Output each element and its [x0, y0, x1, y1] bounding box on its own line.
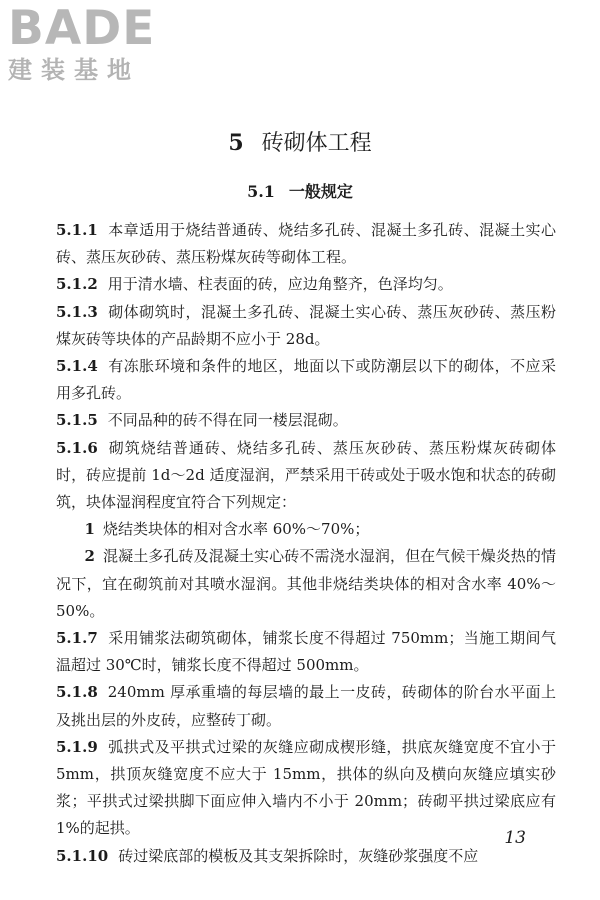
clause-5-1-6: [56, 435, 556, 517]
clause-text: 240mm 厚承重墙的每层墙的最上一皮砖，砖砌体的阶台水平面上及挑出层的外皮砖，应整砖丁砌。: [56, 683, 556, 729]
section-title: [0, 180, 600, 204]
clause-text: 砖过梁底部的模板及其支架拆除时，灰缝砂浆强度不应: [118, 846, 479, 865]
body-text: [56, 217, 556, 870]
item-number: 1: [84, 520, 95, 539]
clause-text: 采用铺浆法砌筑砌体，铺浆长度不得超过 750mm；当施工期间气温超过 30℃时，铺浆长度不得超过 500mm。: [56, 629, 556, 675]
chapter-title: [0, 128, 600, 159]
section-title-text: 一般规定: [288, 182, 353, 201]
logo: [8, 1, 178, 88]
clause-number: 5.1.7: [56, 629, 98, 648]
clause-5-1-1: [56, 217, 556, 271]
clause-5-1-6-item-1: [56, 516, 556, 543]
clause-5-1-6-item-2: [56, 543, 556, 625]
clause-number: 5.1.4: [56, 357, 98, 376]
chapter-title-text: 砖砌体工程: [261, 131, 372, 156]
clause-text: 用于清水墙、柱表面的砖，应边角整齐，色泽均匀。: [107, 275, 453, 294]
clause-number: 5.1.9: [56, 737, 98, 756]
logo-tagline: 建装基地: [8, 56, 140, 84]
clause-text: 本章适用于烧结普通砖、烧结多孔砖、混凝土多孔砖、混凝土实心砖、蒸压灰砂砖、蒸压粉煤灰砖等砌体工程。: [56, 221, 556, 267]
clause-number: 5.1.6: [56, 438, 98, 457]
clause-5-1-2: [56, 271, 556, 298]
clause-text: 砌体砌筑时，混凝土多孔砖、混凝土实心砖、蒸压灰砂砖、蒸压粉煤灰砖等块体的产品龄期不应小于 28d。: [56, 302, 556, 348]
clause-text: 砌筑烧结普通砖、烧结多孔砖、蒸压灰砂砖、蒸压粉煤灰砖砌体时，砖应提前 1d～2d 适度湿润，严禁采用干砖或处于吸水饱和状态的砖砌筑，块体湿润程度宜符合下列规定：: [56, 438, 556, 512]
clause-number: 5.1.10: [56, 846, 109, 865]
item-number: 2: [84, 547, 95, 566]
section-number: 5.1: [247, 182, 275, 201]
item-text: 烧结类块体的相对含水率 60%～70%；: [102, 520, 370, 539]
clause-5-1-3: [56, 299, 556, 353]
clause-number: 5.1.2: [56, 275, 98, 294]
clause-5-1-10: [56, 843, 556, 870]
clause-5-1-4: [56, 353, 556, 407]
clause-number: 5.1.8: [56, 683, 98, 702]
page-number: 13: [504, 828, 526, 848]
clause-number: 5.1.1: [56, 221, 98, 239]
clause-text: 不同品种的砖不得在同一楼层混砌。: [107, 411, 348, 430]
clause-5-1-9: [56, 734, 556, 843]
item-text: 混凝土多孔砖及混凝土实心砖不需浇水湿润，但在气候干燥炎热的情况下，宜在砌筑前对其喷水湿润。其他非烧结类块体的相对含水率 40%～50%。: [56, 547, 556, 620]
logo-brand: BADE: [8, 1, 156, 56]
clause-text: 弧拱式及平拱式过梁的灰缝应砌成楔形缝，拱底灰缝宽度不宜小于 5mm，拱顶灰缝宽度不应大于 15mm，拱体的纵向及横向灰缝应填实砂浆；平拱式过梁拱脚下面应伸入墙内不小于 20mm；砖砌平拱过梁底应有 1%的起拱。: [56, 737, 556, 838]
clause-number: 5.1.5: [56, 411, 98, 430]
chapter-number: 5: [228, 130, 244, 156]
clause-5-1-7: [56, 625, 556, 679]
clause-5-1-8: [56, 679, 556, 733]
clause-number: 5.1.3: [56, 302, 98, 321]
clause-5-1-5: [56, 407, 556, 434]
clause-text: 有冻胀环境和条件的地区，地面以下或防潮层以下的砌体，不应采用多孔砖。: [56, 357, 556, 403]
